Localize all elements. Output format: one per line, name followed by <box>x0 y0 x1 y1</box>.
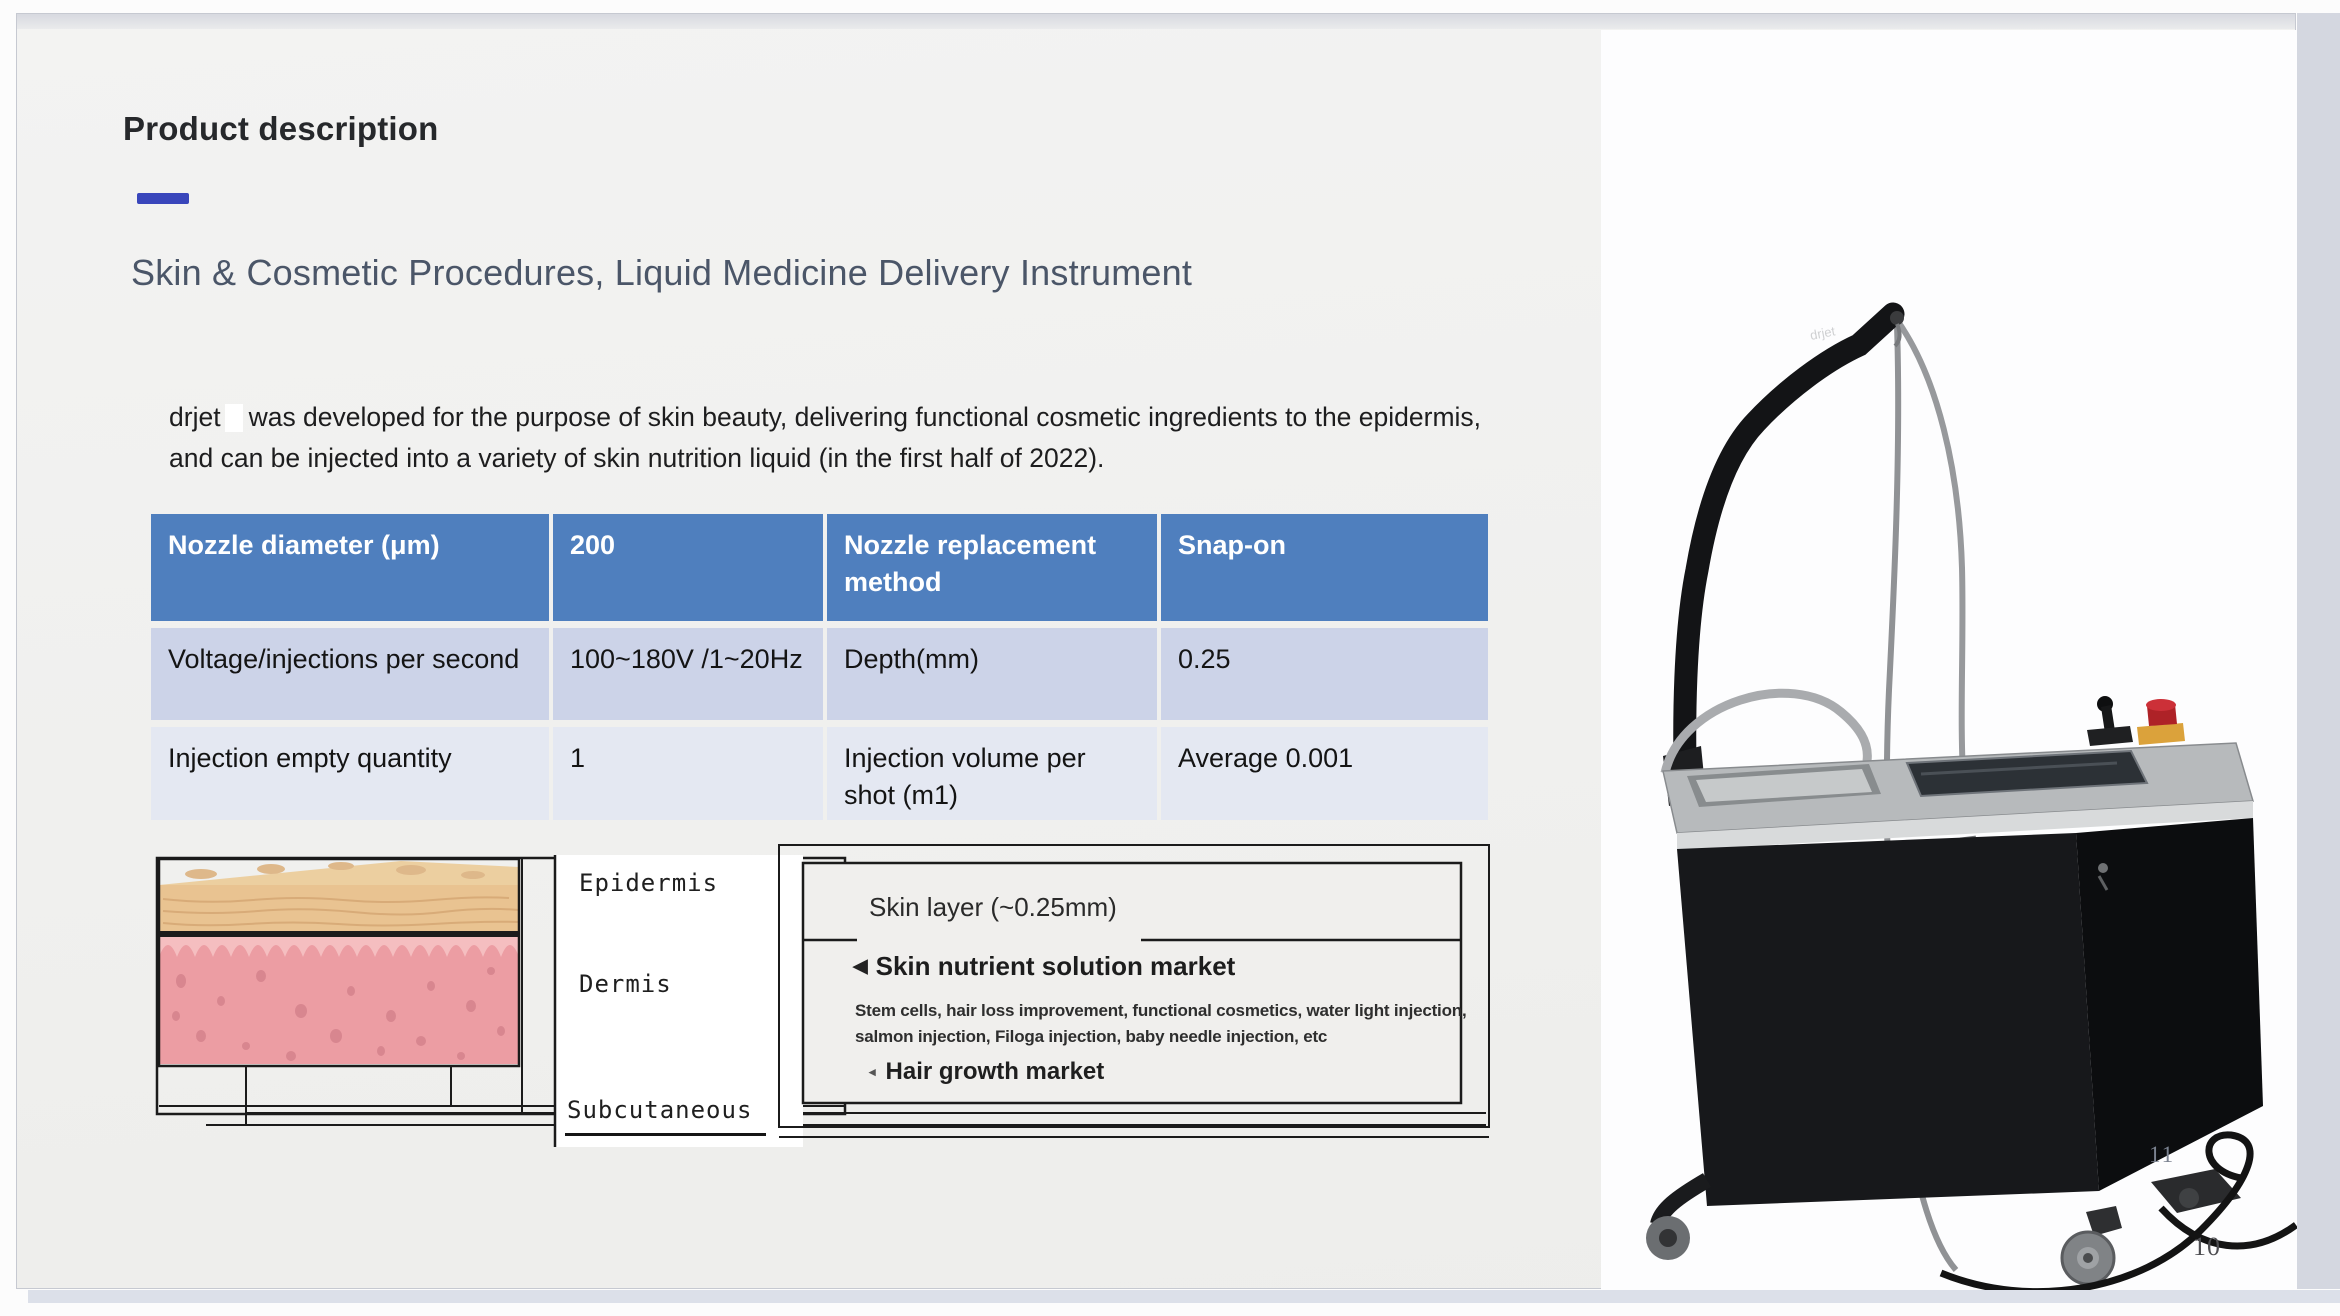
table-cell: 0.25 <box>1161 628 1488 720</box>
skin-illustration <box>159 859 519 1066</box>
table-header-cell: Snap-on <box>1161 514 1488 621</box>
device-cart <box>1663 693 2263 1206</box>
table-cell: 100~180V /1~20Hz <box>553 628 823 720</box>
accent-dash <box>137 193 189 204</box>
photo-panel <box>1601 30 2297 1290</box>
device-brand-label: drjet <box>1808 323 1837 343</box>
market-2-arrow-icon: ◂ <box>869 1064 876 1079</box>
table-header-cell: Nozzle diameter (μm) <box>151 514 549 621</box>
page-title: Product description <box>123 110 439 147</box>
table-header-cell: Nozzle replacement method <box>827 514 1157 621</box>
slide-bottom-shadow <box>28 1290 2340 1303</box>
market-1-label: Skin nutrient solution market <box>875 951 1236 981</box>
subcutaneous-label: Subcutaneous <box>565 1096 766 1136</box>
market-1-detail: Stem cells, hair loss improvement, functional cosmetics, water light injection, salmon injection, Filoga injection, baby needle injection, etc <box>855 1001 1467 1047</box>
table-cell: Injection empty quantity <box>151 727 549 820</box>
redaction-patch <box>225 404 243 432</box>
section-heading: Skin & Cosmetic Procedures, Liquid Medicine Delivery Instrument <box>131 252 1193 293</box>
slide <box>16 13 2296 1289</box>
epidermis-label: Epidermis <box>579 869 719 897</box>
market-2-label: Hair growth market <box>885 1058 1105 1085</box>
table-cell: 1 <box>553 727 823 820</box>
device-cabinet-front <box>1677 833 2099 1206</box>
slide-top-edge <box>17 14 2295 29</box>
market-1 <box>853 951 1235 982</box>
table-header-cell: 200 <box>553 514 823 621</box>
dermis-label: Dermis <box>579 970 672 998</box>
device-photo-svg <box>1601 30 2297 1290</box>
device-arm <box>1685 311 1904 800</box>
callout-title: Skin layer (~0.25mm) <box>869 892 1117 922</box>
table-cell: Voltage/injections per second <box>151 628 549 720</box>
callout-panel <box>779 845 1489 1137</box>
slide-page-number: 10 <box>2193 1232 2221 1261</box>
emergency-stop-button <box>2137 699 2185 745</box>
market-1-arrow-icon: ◀ <box>853 956 868 977</box>
brand-name: drjet <box>169 402 221 432</box>
photo-caption-number: 11 <box>2149 1142 2176 1167</box>
slide-right-margin <box>2297 13 2340 1289</box>
intro-text: was developed for the purpose of skin beauty, delivering functional cosmetic ingredients to the epidermis, and can be injected into a variety of skin nutrition liquid (in the first half of 2022). <box>169 402 1482 474</box>
market-2 <box>869 1058 1104 1086</box>
table-cell: Average 0.001 <box>1161 727 1488 820</box>
table-cell: Depth(mm) <box>827 628 1157 720</box>
device-keyhole <box>2098 863 2108 873</box>
intro-paragraph <box>169 397 1489 479</box>
table-cell: Injection volume per shot (m1) <box>827 727 1157 820</box>
spec-table <box>151 514 1488 820</box>
